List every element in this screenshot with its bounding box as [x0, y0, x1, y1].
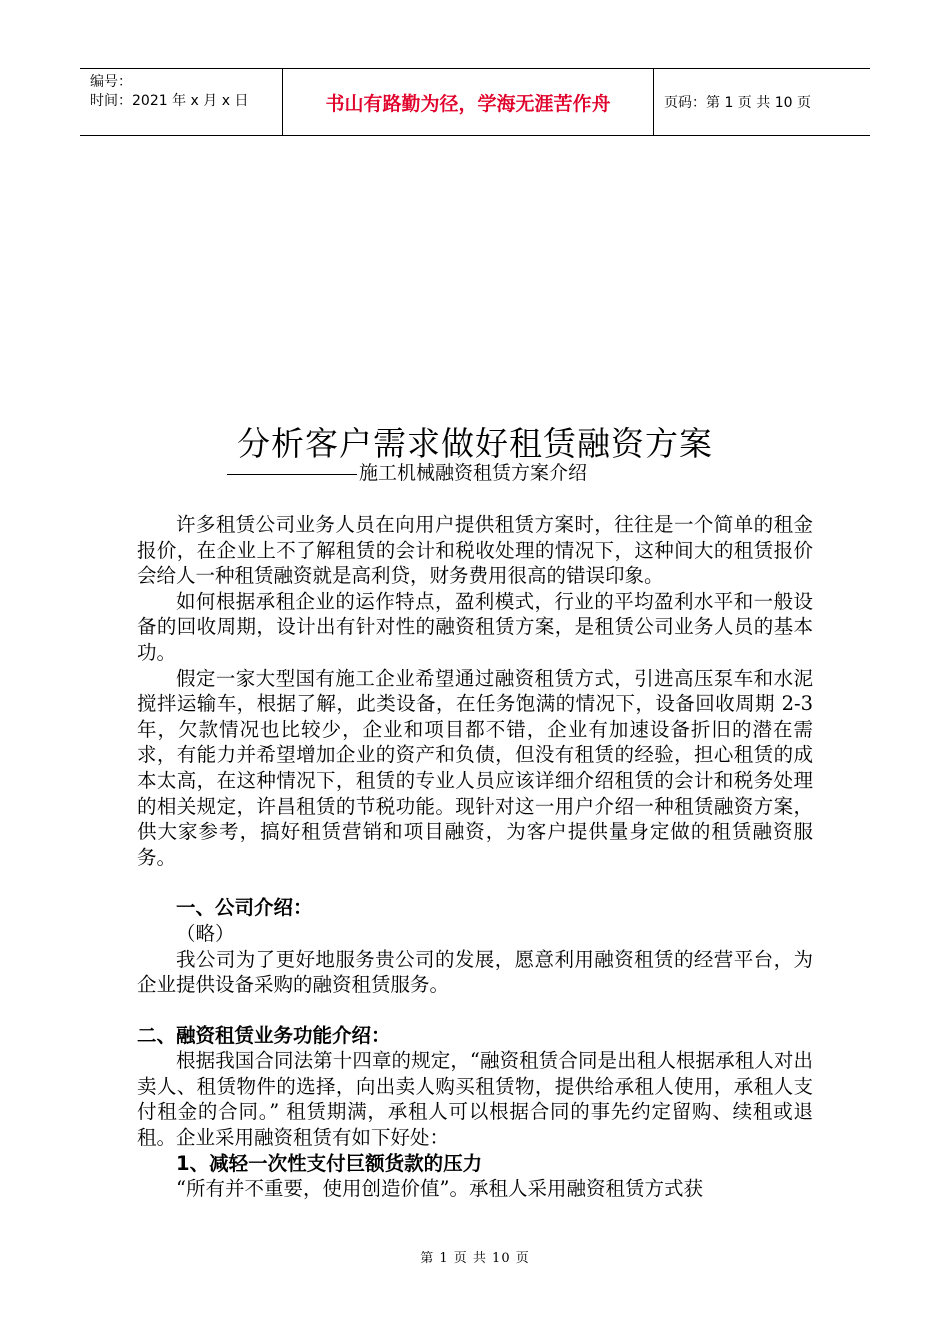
- document-subtitle: [227, 460, 587, 486]
- header-page-info: 页码：第 1 页 共 10 页: [664, 95, 811, 111]
- subtitle-dash-rule: [227, 474, 357, 475]
- paragraph: “所有并不重要，使用创造价值”。承租人采用融资租赁方式获: [176, 1177, 703, 1201]
- document-title: 分析客户需求做好租赁融资方案: [237, 424, 713, 463]
- header-meta: [80, 69, 282, 135]
- number-label: 编号：: [90, 74, 132, 90]
- spacer: [137, 870, 813, 895]
- paragraph: 许多租赁公司业务人员在向用户提供租赁方案时，往往是一个简单的租金报价，在企业上不了解租赁的会计和税收处理的情况下，这种间大的租赁报价会给人一种租赁融资就是高利贷，财务费用很高的错误印象。: [137, 513, 813, 588]
- spacer: [137, 998, 813, 1023]
- section-heading: 二、融资租赁业务功能介绍：: [137, 1023, 391, 1047]
- paragraph: 根据我国合同法第十四章的规定，“融资租赁合同是出租人根据承租人对出卖人、租赁物件的选择，向出卖人购买租赁物，提供给承租人使用，承租人支付租金的合同。” 租赁期满，承租人可以根据合同的事先约定留购、续租或退租。企业采用融资租赁有如下好处：: [137, 1049, 813, 1150]
- document-body: [137, 512, 813, 1202]
- section-heading: 一、公司介绍：: [176, 896, 313, 920]
- paragraph: 我公司为了更好地服务贵公司的发展，愿意利用融资租赁的经营平台，为企业提供设备采购的融资租赁服务。: [137, 947, 813, 997]
- paragraph: （略）: [176, 921, 235, 945]
- document-header: [80, 68, 870, 136]
- header-motto: 书山有路勤为径，学海无涯苦作舟: [282, 69, 654, 135]
- subsection-heading: 1、减轻一次性支付巨额货款的压力: [176, 1151, 483, 1175]
- paragraph: 假定一家大型国有施工企业希望通过融资租赁方式，引进高压泵车和水泥搅拌运输车，根据了解，此类设备，在任务饱满的情况下，设备回收周期 2-3 年，欠款情况也比较少，企业和项目都不错，企业有加速设备折旧的潜在需求，有能力并希望增加企业的资产和负债，但没有租赁的经验，担心租赁的成本太高，在这种情况下，租赁的专业人员应该详细介绍租赁的会计和税务处理的相关规定，许昌租赁的节税功能。现针对这一用户介绍一种租赁融资方案，供大家参考，搞好租赁营销和项目融资，为客户提供量身定做的租赁融资服务。: [137, 666, 813, 869]
- paragraph: 如何根据承租企业的运作特点，盈利模式，行业的平均盈利水平和一般设备的回收周期，设计出有针对性的融资租赁方案，是租赁公司业务人员的基本功。: [137, 589, 813, 664]
- subtitle-text: 施工机械融资租赁方案介绍: [359, 462, 588, 484]
- date-label: 时间：2021 年 x 月 x 日: [90, 93, 249, 109]
- page-footer: 第 1 页 共 10 页: [420, 1251, 530, 1266]
